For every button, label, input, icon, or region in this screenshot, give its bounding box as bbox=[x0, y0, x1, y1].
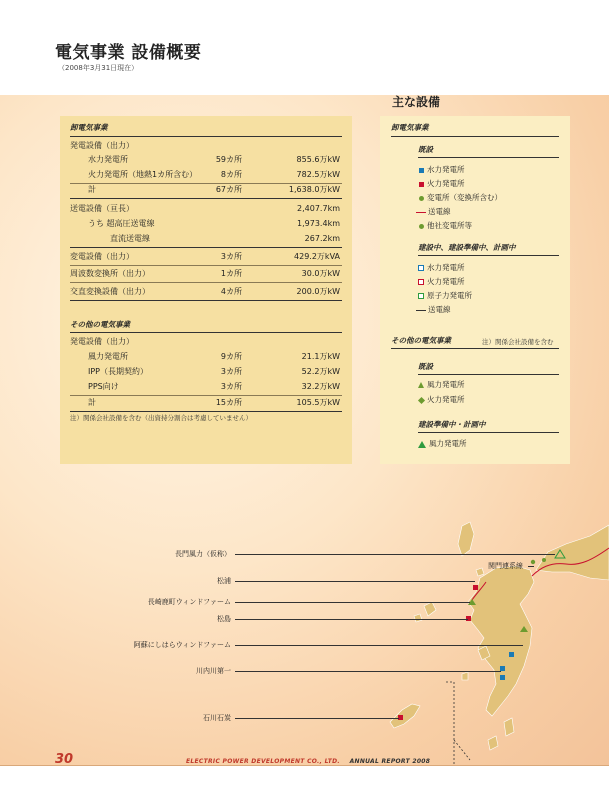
legend-existing-title: 既設 bbox=[418, 145, 433, 154]
blue-square-icon bbox=[419, 168, 424, 173]
row-value: 32.2万kW bbox=[301, 382, 340, 391]
row-label: IPP（長期契約） bbox=[88, 367, 149, 376]
table-row bbox=[70, 285, 342, 299]
table-row bbox=[70, 168, 342, 182]
row-label: 発電設備（出力） bbox=[70, 337, 134, 346]
row-value: 429.2万kVA bbox=[294, 252, 340, 261]
row-count: 3カ所 bbox=[220, 367, 242, 376]
row-value: 782.5万kW bbox=[296, 170, 340, 179]
leader-line bbox=[235, 645, 523, 646]
leader-line bbox=[235, 554, 555, 555]
legend-other-plan-title: 建設準備中・計画中 bbox=[418, 420, 486, 429]
row-count: 4カ所 bbox=[220, 287, 242, 296]
row-value: 30.0万kW bbox=[301, 269, 340, 278]
footer-company: ELECTRIC POWER DEVELOPMENT CO., LTD. bbox=[186, 758, 340, 765]
legend-other-existing-title: 既設 bbox=[418, 362, 433, 371]
island bbox=[390, 704, 420, 728]
wholesale-section-title: 卸電気事業 bbox=[70, 123, 108, 132]
legend-substation: 変電所（変換所含む） bbox=[418, 192, 502, 204]
table-row bbox=[70, 335, 342, 349]
island bbox=[414, 614, 422, 622]
map-label-matsuura: 松浦 bbox=[217, 577, 231, 585]
map-label-kanmon: 関門連系線 bbox=[488, 562, 523, 570]
row-value: 105.5万kW bbox=[296, 398, 340, 407]
other-section-title: その他の電気事業 bbox=[70, 320, 130, 329]
red-outline-square-icon bbox=[418, 279, 424, 285]
page-title: 電気事業 設備概要 bbox=[55, 43, 202, 63]
blue-outline-square-icon bbox=[418, 265, 424, 271]
island bbox=[458, 522, 474, 556]
island bbox=[424, 602, 436, 616]
table-row bbox=[70, 232, 342, 246]
subsection-rule bbox=[418, 432, 559, 433]
legend-construction-title: 建設中、建設準備中、計画中 bbox=[418, 243, 516, 252]
dashed-inset-line bbox=[446, 682, 454, 765]
legend-transmission: 送電線 bbox=[416, 206, 451, 218]
table-row bbox=[70, 139, 342, 153]
legend-hydro: 水力発電所 bbox=[418, 164, 465, 176]
section-rule bbox=[70, 332, 342, 333]
row-value: 855.6万kW bbox=[296, 155, 340, 164]
map-label-shikamachi: 長崎鹿町ウィンドファーム bbox=[147, 598, 231, 606]
footer-report: ANNUAL REPORT 2008 bbox=[349, 758, 431, 765]
green-dot-icon bbox=[419, 224, 424, 229]
red-square-icon bbox=[419, 182, 424, 187]
dark-line-icon bbox=[416, 310, 426, 311]
legend-plan-thermal: 火力発電所 bbox=[418, 276, 465, 288]
section-rule bbox=[391, 136, 559, 137]
row-count: 15カ所 bbox=[215, 398, 242, 407]
leader-line bbox=[235, 581, 475, 582]
table-row bbox=[70, 202, 342, 216]
leader-line bbox=[528, 566, 534, 567]
subsection-rule bbox=[418, 157, 559, 158]
table-row bbox=[70, 183, 342, 197]
section-rule bbox=[70, 136, 342, 137]
row-value: 52.2万kW bbox=[301, 367, 340, 376]
legend-other-thermal: 火力発電所 bbox=[418, 394, 465, 406]
row-rule bbox=[70, 247, 342, 248]
legend-other-substation: 他社変電所等 bbox=[418, 220, 472, 232]
row-label: 交直変換設備（出力） bbox=[70, 287, 150, 296]
leader-line bbox=[235, 718, 399, 719]
legend-panel bbox=[380, 116, 570, 464]
row-count: 67カ所 bbox=[215, 185, 242, 194]
legend-plan-nuclear: 原子力発電所 bbox=[418, 290, 472, 302]
leader-line bbox=[235, 671, 501, 672]
table-row bbox=[70, 380, 342, 394]
kyushu-map bbox=[0, 470, 609, 765]
row-label: うち 超高圧送電線 bbox=[88, 219, 155, 228]
legend-plan-wind: 風力発電所 bbox=[418, 438, 467, 450]
green-triangle-icon bbox=[418, 382, 424, 388]
footer-text bbox=[186, 758, 430, 765]
row-value: 200.0万kW bbox=[296, 287, 340, 296]
row-label: 変電設備（出力） bbox=[70, 252, 134, 261]
table-row bbox=[70, 153, 342, 167]
row-label: 送電設備（亘長） bbox=[70, 204, 134, 213]
row-label: 火力発電所（地熱1カ所含む） bbox=[88, 170, 198, 179]
legend-other-note: 注）関係会社設備を含む bbox=[482, 338, 554, 346]
green-diamond-icon bbox=[418, 396, 425, 403]
map-label-sendai: 川内川第一 bbox=[196, 667, 231, 675]
row-count: 1カ所 bbox=[220, 269, 242, 278]
row-rule bbox=[70, 411, 342, 412]
map-label-nagato: 長門風力（仮称） bbox=[175, 550, 231, 558]
page-subtitle: （2008年3月31日現在） bbox=[58, 64, 139, 72]
thermal-marker-matsuura bbox=[473, 585, 478, 590]
row-label: 直流送電線 bbox=[110, 234, 150, 243]
subsection-rule bbox=[418, 374, 559, 375]
table-row bbox=[70, 396, 342, 410]
row-value: 1,638.0万kW bbox=[288, 185, 340, 194]
map-label-ishikawa: 石川石炭 bbox=[203, 714, 231, 722]
green-outline-triangle-icon bbox=[418, 441, 426, 448]
row-count: 3カ所 bbox=[220, 382, 242, 391]
row-count: 3カ所 bbox=[220, 252, 242, 261]
main-facilities-header: 主な設備 bbox=[392, 95, 441, 109]
row-rule bbox=[70, 282, 342, 283]
honshu-landmass bbox=[536, 525, 609, 580]
island bbox=[476, 568, 484, 576]
leader-line bbox=[235, 602, 470, 603]
legend-thermal: 火力発電所 bbox=[418, 178, 465, 190]
map-label-aso: 阿蘇にしはらウィンドファーム bbox=[133, 641, 231, 649]
island bbox=[462, 672, 468, 680]
row-rule bbox=[70, 265, 342, 266]
row-value: 267.2km bbox=[304, 234, 340, 243]
legend-plan-transmission: 送電線 bbox=[416, 304, 451, 316]
row-value: 2,407.7km bbox=[297, 204, 340, 213]
row-label: 周波数変換所（出力） bbox=[70, 269, 150, 278]
row-rule bbox=[70, 198, 342, 199]
table-row bbox=[70, 350, 342, 364]
table-row bbox=[70, 267, 342, 281]
row-label: PPS向け bbox=[88, 382, 119, 391]
hydro-marker bbox=[509, 652, 514, 657]
page-number: 30 bbox=[55, 752, 74, 767]
table-note: 注）関係会社設備を含む（出資持分割合は考慮していません） bbox=[70, 414, 252, 422]
row-label: 発電設備（出力） bbox=[70, 141, 134, 150]
table-row bbox=[70, 217, 342, 231]
subsection-rule bbox=[418, 255, 559, 256]
row-value: 21.1万kW bbox=[301, 352, 340, 361]
row-label: 計 bbox=[88, 185, 96, 194]
row-count: 8カ所 bbox=[220, 170, 242, 179]
row-count: 59カ所 bbox=[215, 155, 242, 164]
section-rule bbox=[391, 348, 559, 349]
map-label-matsushima: 松島 bbox=[217, 615, 231, 623]
hydro-marker bbox=[500, 675, 505, 680]
green-dot-icon bbox=[419, 196, 424, 201]
leader-line bbox=[235, 619, 468, 620]
legend-wholesale-title: 卸電気事業 bbox=[391, 123, 429, 132]
island bbox=[488, 736, 498, 750]
dashed-inset-line bbox=[454, 740, 470, 760]
green-outline-square-icon bbox=[418, 293, 424, 299]
legend-other-title: その他の電気事業 bbox=[391, 336, 451, 345]
row-label: 水力発電所 bbox=[88, 155, 128, 164]
legend-wind: 風力発電所 bbox=[418, 379, 465, 391]
substation-marker bbox=[531, 560, 535, 564]
table-row bbox=[70, 365, 342, 379]
island bbox=[504, 718, 514, 736]
row-label: 風力発電所 bbox=[88, 352, 128, 361]
row-count: 9カ所 bbox=[220, 352, 242, 361]
row-value: 1,973.4km bbox=[297, 219, 340, 228]
substation-marker bbox=[542, 558, 546, 562]
row-label: 計 bbox=[88, 398, 96, 407]
footer-rule bbox=[0, 765, 609, 766]
red-line-icon bbox=[416, 212, 426, 213]
legend-plan-hydro: 水力発電所 bbox=[418, 262, 465, 274]
table-row bbox=[70, 250, 342, 264]
row-rule bbox=[70, 300, 342, 301]
